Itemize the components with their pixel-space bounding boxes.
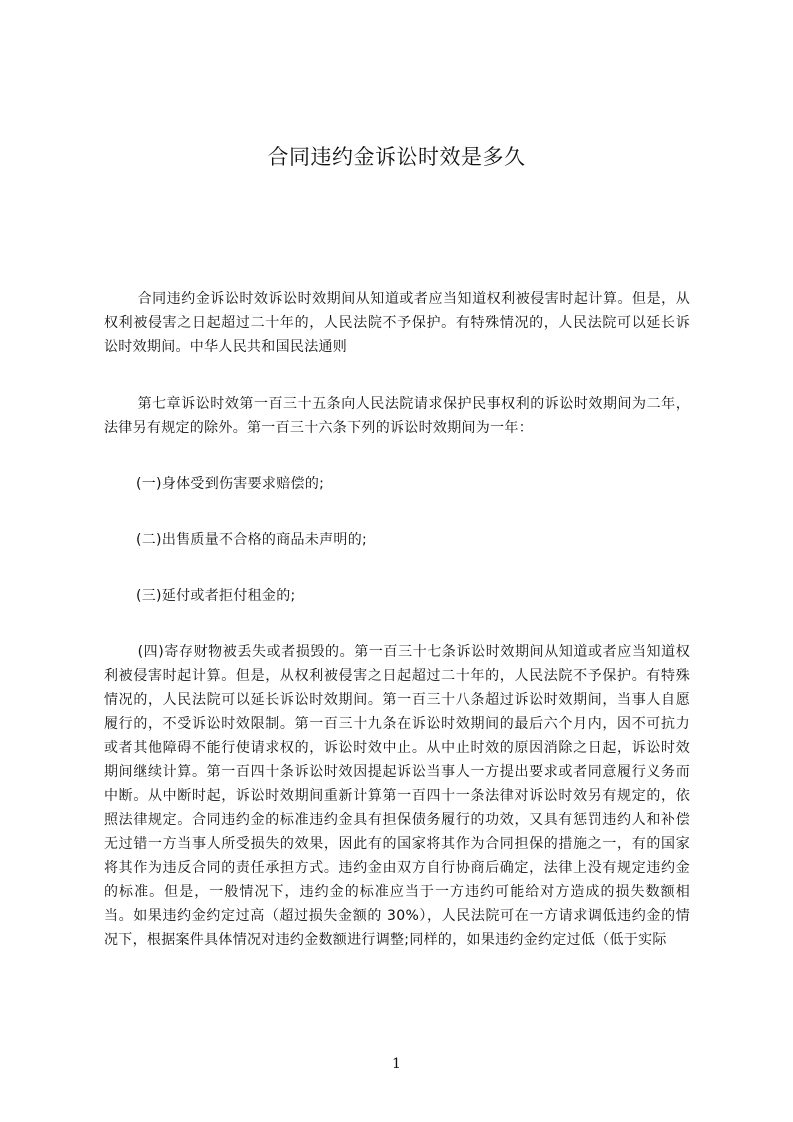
page-number: 1 — [392, 1056, 401, 1072]
list-item-one: (一)身体受到伤害要求赔偿的; — [136, 476, 325, 492]
paragraph-item-four-continued: (四)寄存财物被丢失或者损毁的。第一百三十七条诉讼时效期间从知道或者应当知道权利被侵害时起计算。但是，从权利被侵害之日起超过二十年的，人民法院不予保护。有特殊情况的，人民法院可以延长诉讼时效期间。第一百三十八条超过诉讼时效期间，当事人自愿履行的，不受诉讼时效限制。第一百三十九条在诉讼时效期间的最后六个月内，因不可抗力或者其他障碍不能行使请求权的，诉讼时效中止。从中止时效的原因消除之日起，诉讼时效期间继续计算。第一百四十条诉讼时效因提起诉讼当事人一方提出要求或者同意履行义务而中断。从中断时起，诉讼时效期间重新计算第一百四十一条法律对诉讼时效另有规定的，依照法律规定。合同违约金的标准违约金具有担保债务履行的功效，又具有惩罚违约人和补偿无过错一方当事人所受损失的效果，因此有的国家将其作为合同担保的措施之一，有的国家将其作为违反合同的责任承担方式。违约金由双方自行协商后确定，法律上没有规定违约金的标准。但是，一般情况下，违约金的标准应当于一方违约可能给对方造成的损失数额相当。如果违约金约定过高（超过损失金额的 30%），人民法院可在一方请求调低违约金的情况下，根据案件具体情况对违约金数额进行调整;同样的，如果违约金约定过低（低于实际 — [104, 644, 690, 948]
list-item-two: (二)出售质量不合格的商品未声明的; — [136, 532, 368, 548]
paragraph-intro: 合同违约金诉讼时效诉讼时效期间从知道或者应当知道权利被侵害时起计算。但是，从权利被侵害之日起超过二十年的，人民法院不予保护。有特殊情况的，人民法院可以延长诉讼时效期间。中华人民共和国民法通则 — [104, 291, 690, 355]
paragraph-chapter-seven: 第七章诉讼时效第一百三十五条向人民法院请求保护民事权利的诉讼时效期间为二年，法律另有规定的除外。第一百三十六条下列的诉讼时效期间为一年： — [104, 396, 690, 436]
list-item-three: (三)延付或者拒付租金的; — [136, 588, 296, 604]
document-body — [104, 287, 690, 952]
document-title: 合同违约金诉讼时效是多久 — [267, 145, 526, 169]
